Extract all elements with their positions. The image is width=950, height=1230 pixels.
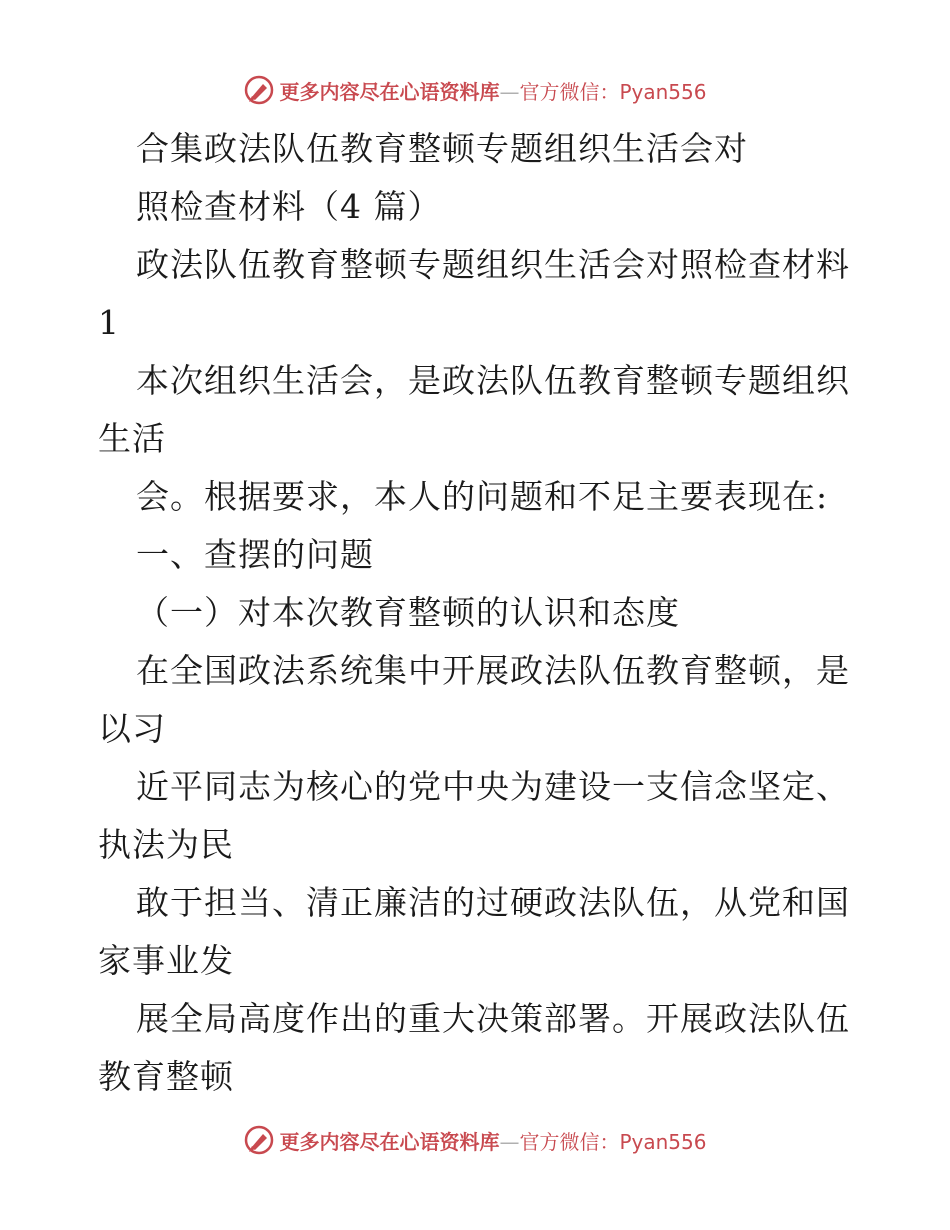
document-line: 展全局高度作出的重大决策部署。开展政法队伍 — [136, 999, 850, 1038]
document-line: 教育整顿 — [98, 1057, 234, 1096]
watermark-brand: 更多内容尽在心语资料库 — [279, 1129, 500, 1154]
document-line: 1 — [98, 303, 120, 342]
document-line: （一）对本次教育整顿的认识和态度 — [136, 593, 680, 632]
watermark-wechat: 官方微信：Pyan556 — [519, 79, 707, 104]
document-line: 一、查摆的问题 — [136, 535, 374, 574]
document-line: 以习 — [98, 709, 166, 748]
document-body — [98, 120, 858, 1106]
watermark-dash: — — [499, 79, 520, 104]
document-title-line-2: 照检查材料（4 篇） — [136, 187, 442, 226]
watermark-banner-bottom — [0, 1120, 950, 1160]
document-line: 执法为民 — [98, 825, 234, 864]
document-line: 敢于担当、清正廉洁的过硬政法队伍，从党和国 — [136, 883, 850, 922]
document-line: 本次组织生活会，是政法队伍教育整顿专题组织 — [136, 361, 850, 400]
watermark-brand: 更多内容尽在心语资料库 — [279, 79, 500, 104]
document-title-line-1: 合集政法队伍教育整顿专题组织生活会对 — [136, 129, 748, 168]
watermark-dash: — — [499, 1129, 520, 1154]
pen-nib-logo-icon — [243, 74, 275, 106]
pen-nib-logo-icon — [243, 1124, 275, 1156]
document-lines — [98, 236, 858, 1106]
document-line: 近平同志为核心的党中央为建设一支信念坚定、 — [136, 767, 850, 806]
document-line: 在全国政法系统集中开展政法队伍教育整顿，是 — [136, 651, 850, 690]
watermark-banner-top — [0, 70, 950, 110]
document-line: 生活 — [98, 419, 166, 458]
document-line: 会。根据要求，本人的问题和不足主要表现在: — [136, 477, 829, 516]
watermark-wechat: 官方微信：Pyan556 — [519, 1129, 707, 1154]
document-line: 家事业发 — [98, 941, 234, 980]
document-line: 政法队伍教育整顿专题组织生活会对照检查材料 — [136, 245, 850, 284]
